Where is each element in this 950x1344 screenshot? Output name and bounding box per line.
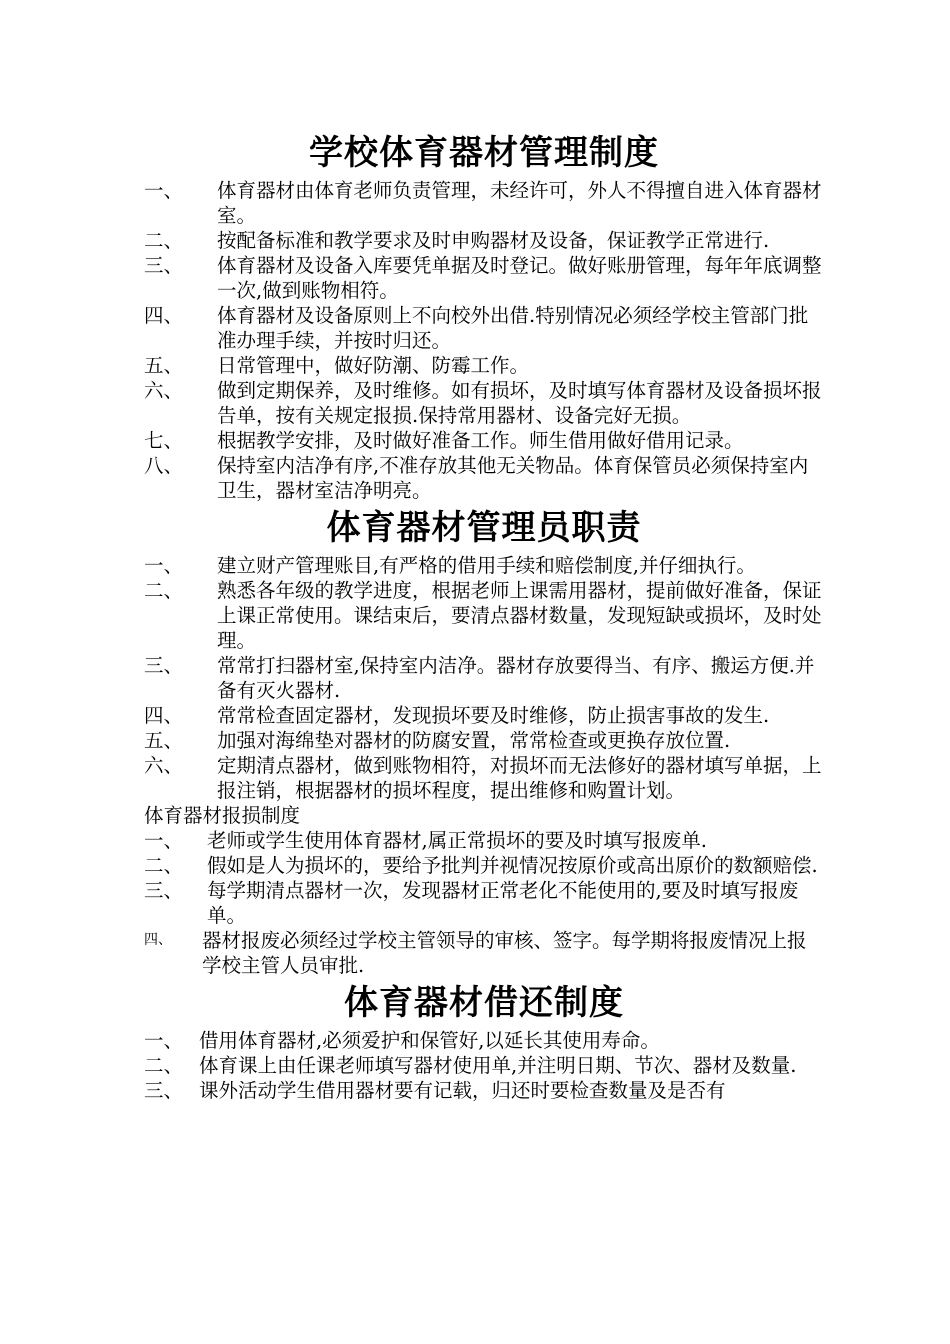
item-number: 五、 — [144, 354, 184, 377]
item-number: 二、 — [144, 1054, 184, 1077]
list-item — [144, 303, 824, 353]
item-number: 四、 — [144, 932, 172, 948]
item-number: 二、 — [144, 854, 184, 877]
item-text: 熟悉各年级的教学进度，根据老师上课需用器材，提前做好准备，保证上课正常使用。课结束后，要清点器材数量，发现短缺或损坏，及时处理。 — [217, 579, 822, 652]
item-text: 定期清点器材，做到账物相符，对损坏而无法修好的器材填写单据，上报注销，根据器材的损坏程度，提出维修和购置计划。 — [217, 754, 822, 802]
item-number: 三、 — [144, 1079, 184, 1102]
list-item — [144, 253, 824, 303]
list-item — [144, 653, 824, 703]
list-item — [144, 753, 824, 803]
list-item — [144, 728, 824, 753]
item-number: 三、 — [144, 879, 184, 902]
item-text: 日常管理中，做好防潮、防霉工作。 — [217, 354, 530, 377]
item-text: 老师或学生使用体育器材,属正常损坏的要及时填写报废单. — [207, 829, 707, 852]
item-number: 八、 — [144, 454, 184, 477]
list-item — [144, 878, 824, 928]
item-text: 每学期清点器材一次，发现器材正常老化不能使用的,要及时填写报废单。 — [207, 879, 799, 927]
item-number: 六、 — [144, 754, 184, 777]
item-text: 体育器材由体育老师负责管理，未经许可，外人不得擅自进入体育器材室。 — [217, 179, 822, 227]
item-text: 体育器材及设备入库要凭单据及时登记。做好账册管理，每年年底调整一次,做到账物相符。 — [217, 254, 822, 302]
item-number: 三、 — [144, 254, 184, 277]
list-item — [144, 378, 824, 428]
list-item — [144, 353, 824, 378]
section2-list — [144, 553, 824, 803]
item-text: 课外活动学生借用器材要有记载，归还时要检查数量及是否有 — [199, 1079, 726, 1102]
list-item — [144, 428, 824, 453]
item-number: 四、 — [144, 704, 184, 727]
item-number: 一、 — [144, 179, 184, 202]
item-number: 三、 — [144, 654, 184, 677]
item-number: 四、 — [144, 304, 184, 327]
list-item — [144, 553, 824, 578]
list-item — [144, 928, 824, 978]
item-number: 六、 — [144, 379, 184, 402]
item-text: 借用体育器材,必须爱护和保管好,以延长其使用寿命。 — [199, 1029, 660, 1052]
item-text: 加强对海绵垫对器材的防腐安置，常常检查或更换存放位置. — [217, 729, 731, 752]
list-item — [144, 1053, 824, 1078]
item-number: 七、 — [144, 429, 184, 452]
item-text: 假如是人为损坏的，要给予批判并视情况按原价或高出原价的数额赔偿. — [207, 854, 818, 877]
item-number: 一、 — [144, 829, 184, 852]
list-item — [144, 1078, 824, 1103]
list-item — [144, 178, 824, 228]
item-number: 二、 — [144, 579, 184, 602]
item-text: 常常检查固定器材，发现损坏要及时维修，防止损害事故的发生. — [217, 704, 770, 727]
item-text: 保持室内洁净有序,不准存放其他无关物品。体育保管员必须保持室内卫生，器材室洁净明亮。 — [217, 454, 809, 502]
section3-heading: 体育器材报损制度 — [144, 804, 301, 827]
list-item — [144, 453, 824, 503]
item-number: 二、 — [144, 229, 184, 252]
list-item — [144, 578, 824, 653]
item-text: 体育课上由任课老师填写器材使用单,并注明日期、节次、器材及数量. — [199, 1054, 797, 1077]
list-item — [144, 828, 824, 853]
item-number: 一、 — [144, 554, 184, 577]
section1-title: 学校体育器材管理制度 — [309, 133, 659, 173]
section3-list — [144, 828, 824, 978]
item-text: 器材报废必须经过学校主管领导的审核、签字。每学期将报废情况上报学校主管人员审批. — [202, 929, 807, 977]
item-text: 建立财产管理账目,有严格的借用手续和赔偿制度,并仔细执行。 — [217, 554, 756, 577]
item-text: 按配备标准和教学要求及时申购器材及设备，保证教学正常进行. — [217, 229, 770, 252]
section4-title: 体育器材借还制度 — [344, 983, 624, 1023]
section1-list — [144, 178, 824, 503]
item-number: 一、 — [144, 1029, 184, 1052]
item-text: 体育器材及设备原则上不向校外出借.特别情况必须经学校主管部门批准办理手续，并按时归还。 — [217, 304, 809, 352]
item-text: 根据教学安排，及时做好准备工作。师生借用做好借用记录。 — [217, 429, 744, 452]
item-text: 做到定期保养，及时维修。如有损坏，及时填写体育器材及设备损坏报告单，按有关规定报损.保持常用器材、设备完好无损。 — [217, 379, 822, 427]
list-item — [144, 1028, 824, 1053]
section2-title: 体育器材管理员职责 — [326, 508, 642, 548]
document-page — [144, 128, 824, 1103]
list-item — [144, 703, 824, 728]
list-item — [144, 853, 824, 878]
list-item — [144, 228, 824, 253]
section4-list — [144, 1028, 824, 1103]
item-text: 常常打扫器材室,保持室内洁净。器材存放要得当、有序、搬运方便.并备有灭火器材. — [217, 654, 815, 702]
item-number: 五、 — [144, 729, 184, 752]
